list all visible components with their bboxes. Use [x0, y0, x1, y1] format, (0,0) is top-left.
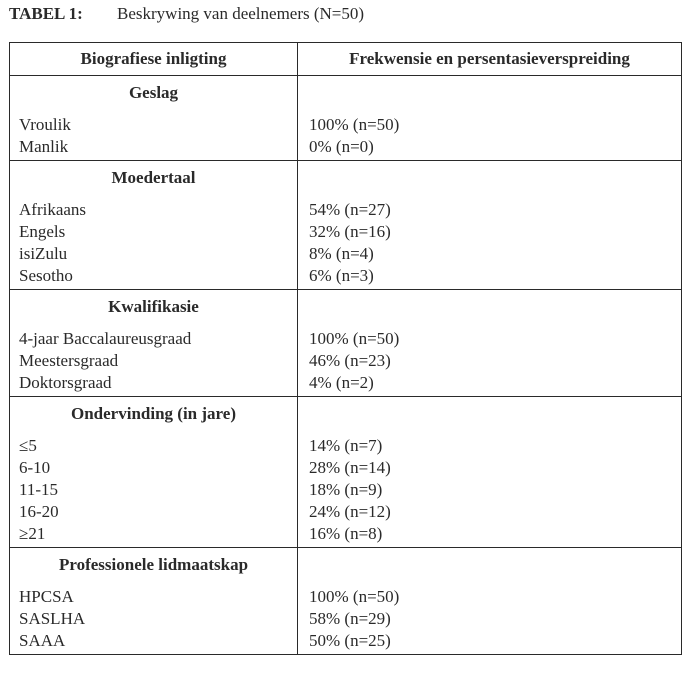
section-value-list	[298, 328, 681, 396]
row-label: 6-10	[19, 458, 51, 477]
row-label: Manlik	[19, 137, 69, 156]
row-value: 100% (n=50)	[309, 115, 400, 134]
section-values-spacer	[298, 397, 681, 435]
participants-table	[9, 42, 682, 655]
row-label: 16-20	[19, 502, 59, 521]
row-value: 50% (n=25)	[309, 631, 391, 650]
row-label: Sesotho	[19, 266, 73, 285]
section-labels-cell	[10, 397, 298, 548]
section-label-list	[10, 586, 297, 654]
table-caption-label: TABEL 1:	[9, 4, 83, 23]
table-section-row	[10, 548, 682, 655]
section-label-list	[10, 435, 297, 547]
section-values-cell	[298, 161, 682, 290]
row-value: 8% (n=4)	[309, 244, 374, 263]
table-caption	[9, 4, 364, 24]
row-value: 18% (n=9)	[309, 480, 383, 499]
header-biographic-info: Biografiese inligting	[10, 43, 298, 76]
section-title: Ondervinding (in jare)	[71, 404, 236, 423]
section-values-cell	[298, 548, 682, 655]
section-title: Kwalifikasie	[108, 297, 199, 316]
section-title: Professionele lidmaatskap	[58, 555, 249, 574]
row-value: 32% (n=16)	[309, 222, 391, 241]
table-caption-text: Beskrywing van deelnemers (N=50)	[117, 4, 365, 23]
row-value: 4% (n=2)	[309, 373, 374, 392]
row-value: 58% (n=29)	[309, 609, 391, 628]
table-section-row	[10, 290, 682, 397]
row-label: 4-jaar Baccalaureusgraad	[19, 329, 192, 348]
row-label: Afrikaans	[19, 200, 87, 219]
table-section-row	[10, 397, 682, 548]
header-row	[10, 43, 682, 76]
row-value: 24% (n=12)	[309, 502, 391, 521]
section-labels-cell	[10, 161, 298, 290]
section-label-list	[10, 328, 297, 396]
row-value: 46% (n=23)	[309, 351, 391, 370]
row-value: 14% (n=7)	[309, 436, 383, 455]
row-value: 54% (n=27)	[309, 200, 391, 219]
row-label: 11-15	[19, 480, 59, 499]
section-labels-cell	[10, 548, 298, 655]
row-value: 16% (n=8)	[309, 524, 383, 543]
section-value-list	[298, 586, 681, 654]
section-value-list	[298, 435, 681, 547]
table-header	[10, 43, 682, 76]
section-value-list	[298, 114, 681, 160]
section-label-list	[10, 114, 297, 160]
row-value: 100% (n=50)	[309, 587, 400, 606]
table-section-row	[10, 161, 682, 290]
row-value: 0% (n=0)	[309, 137, 374, 156]
section-values-cell	[298, 76, 682, 161]
row-label: HPCSA	[19, 587, 74, 606]
section-values-spacer	[298, 161, 681, 199]
section-title: Moedertaal	[111, 168, 196, 187]
row-label: SASLHA	[19, 609, 86, 628]
section-value-list	[298, 199, 681, 289]
row-label: SAAA	[19, 631, 66, 650]
section-title: Geslag	[128, 83, 179, 102]
row-label: Meestersgraad	[19, 351, 119, 370]
section-label-list	[10, 199, 297, 289]
section-values-spacer	[298, 290, 681, 328]
row-label: Doktorsgraad	[19, 373, 112, 392]
row-value: 28% (n=14)	[309, 458, 391, 477]
table-body	[10, 76, 682, 655]
section-labels-cell	[10, 76, 298, 161]
section-values-spacer	[298, 548, 681, 586]
row-label: Vroulik	[19, 115, 71, 134]
table-section-row	[10, 76, 682, 161]
row-label: Engels	[19, 222, 66, 241]
section-labels-cell	[10, 290, 298, 397]
row-value: 100% (n=50)	[309, 329, 400, 348]
row-value: 6% (n=3)	[309, 266, 374, 285]
row-label: ≥21	[19, 524, 46, 543]
section-values-spacer	[298, 76, 681, 114]
section-values-cell	[298, 290, 682, 397]
section-values-cell	[298, 397, 682, 548]
row-label: isiZulu	[19, 244, 68, 263]
header-frequency-distribution: Frekwensie en persentasieverspreiding	[298, 43, 682, 76]
row-label: ≤5	[19, 436, 37, 455]
